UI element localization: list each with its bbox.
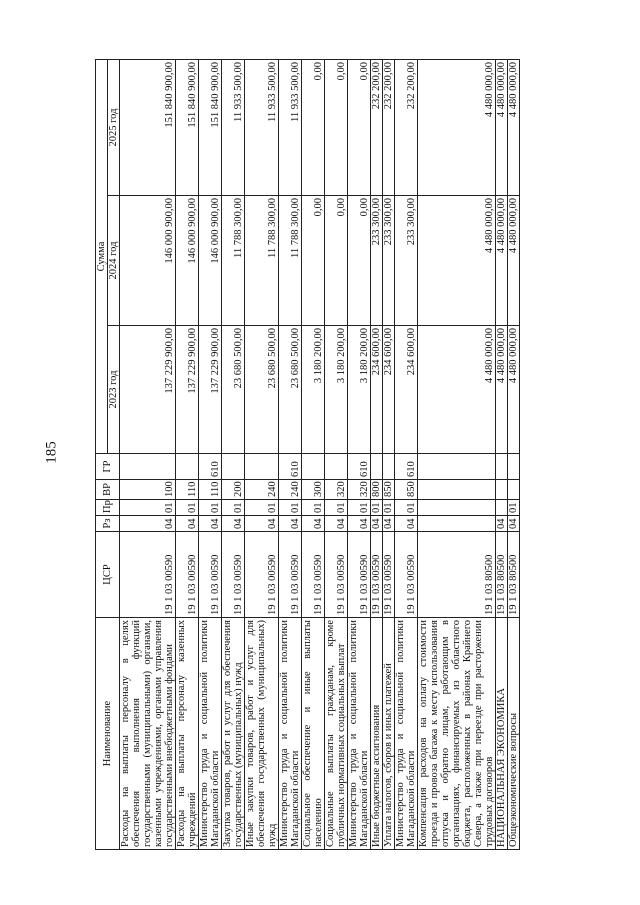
cell-y2024: 4 480 000,00 [418,196,496,326]
cell-name: Компенсация расходов на оплату стоимости проезда и провоза багажа к месту использования отпуска и обратно лицам, работающим в организациях, финансируемых из областного бюджета, расположенных в районах Крайнего Севера, а также при переезде при расторжении трудовых договоров [418,618,496,850]
cell-y2025: 0,00 [325,60,348,196]
cell-csr: 19 1 03 00590 [279,532,302,618]
cell-rz: 04 [222,516,245,532]
cell-y2025: 4 480 000,00 [496,60,508,196]
header-row [96,60,108,850]
cell-rz: 04 [348,516,371,532]
cell-vr: 240 [279,480,302,500]
cell-csr: 19 1 03 00590 [371,532,383,618]
cell-vr: 800 [371,480,383,500]
header-2023: 2023 год [108,326,120,454]
cell-csr: 19 1 03 00590 [222,532,245,618]
cell-vr [508,480,520,500]
cell-y2023: 234 600,00 [395,326,418,454]
header-vr: ВР [96,480,120,500]
table-row [395,60,418,850]
cell-rz: 04 [245,516,279,532]
cell-y2023: 3 180 200,00 [302,326,325,454]
cell-vr: 850 [395,480,418,500]
table-row [496,60,508,850]
cell-y2025: 11 933 500,00 [222,60,245,196]
cell-name: Иные закупки товаров, работ и услуг для обеспечения государственных (муниципальных) нужд [245,618,279,850]
cell-y2024: 11 788 300,00 [279,196,302,326]
cell-vr [418,480,496,500]
table-row [120,60,176,850]
table-row [371,60,383,850]
table-body [120,60,520,850]
cell-y2024: 11 788 300,00 [222,196,245,326]
cell-y2024: 146 000 900,00 [120,196,176,326]
table-row [302,60,325,850]
cell-pr: 01 [245,500,279,516]
cell-y2023: 4 480 000,00 [508,326,520,454]
cell-gr [383,454,395,480]
cell-csr: 19 1 03 00590 [176,532,199,618]
cell-rz: 04 [395,516,418,532]
cell-pr: 01 [383,500,395,516]
cell-y2025: 232 200,00 [383,60,395,196]
cell-y2024: 11 788 300,00 [245,196,279,326]
table-row [279,60,302,850]
cell-pr: 01 [325,500,348,516]
cell-y2024: 233 300,00 [383,196,395,326]
cell-rz: 04 [176,516,199,532]
cell-y2025: 151 840 900,00 [199,60,222,196]
table-row [245,60,279,850]
header-rz: Рз [96,516,120,532]
cell-pr: 01 [508,500,520,516]
cell-vr: 100 [120,480,176,500]
cell-y2024: 0,00 [302,196,325,326]
cell-y2023: 23 680 500,00 [222,326,245,454]
cell-pr: 01 [120,500,176,516]
cell-pr [418,500,496,516]
cell-pr: 01 [371,500,383,516]
cell-y2025: 11 933 500,00 [279,60,302,196]
cell-name: Министерство труда и социальной политики Магаданской области [279,618,302,850]
cell-y2025: 232 200,00 [395,60,418,196]
cell-name: Социальные выплаты гражданам, кроме публичных нормативных социальных выплат [325,618,348,850]
cell-y2023: 137 229 900,00 [120,326,176,454]
cell-vr [496,480,508,500]
cell-csr: 19 1 03 00590 [120,532,176,618]
budget-table-container [95,60,585,850]
cell-y2024: 233 300,00 [371,196,383,326]
cell-rz: 04 [371,516,383,532]
cell-gr: 610 [199,454,222,480]
cell-y2025: 4 480 000,00 [508,60,520,196]
cell-y2023: 3 180 200,00 [325,326,348,454]
cell-y2025: 11 933 500,00 [245,60,279,196]
cell-vr: 320 [325,480,348,500]
cell-csr: 19 1 03 80500 [496,532,508,618]
cell-csr: 19 1 03 80500 [418,532,496,618]
cell-gr [418,454,496,480]
header-2025: 2025 год [108,60,120,196]
cell-csr: 19 1 03 00590 [395,532,418,618]
cell-gr [176,454,199,480]
cell-vr: 110 [176,480,199,500]
cell-y2025: 151 840 900,00 [120,60,176,196]
budget-table [95,59,520,850]
cell-csr: 19 1 03 00590 [383,532,395,618]
cell-y2024: 0,00 [325,196,348,326]
cell-y2024: 146 000 900,00 [176,196,199,326]
table-row [199,60,222,850]
cell-gr [508,454,520,480]
cell-gr [325,454,348,480]
cell-gr: 610 [395,454,418,480]
table-row [325,60,348,850]
cell-pr: 01 [395,500,418,516]
header-pr: Пр [96,500,120,516]
cell-rz [418,516,496,532]
cell-name: Уплата налогов, сборов и иных платежей [383,618,395,850]
cell-name: Общеэкономические вопросы [508,618,520,850]
cell-csr: 19 1 03 00590 [348,532,371,618]
cell-name: Министерство труда и социальной политики Магаданской области [199,618,222,850]
cell-y2023: 137 229 900,00 [199,326,222,454]
cell-pr: 01 [302,500,325,516]
header-sum: Сумма [96,60,108,454]
cell-pr: 01 [222,500,245,516]
cell-vr: 110 [199,480,222,500]
header-csr: ЦСР [96,532,120,618]
cell-vr: 320 [348,480,371,500]
cell-pr: 01 [176,500,199,516]
cell-vr: 300 [302,480,325,500]
cell-y2025: 151 840 900,00 [176,60,199,196]
cell-rz: 04 [508,516,520,532]
table-row [176,60,199,850]
cell-csr: 19 1 03 00590 [199,532,222,618]
table-row [418,60,496,850]
table-row [383,60,395,850]
cell-pr [496,500,508,516]
cell-y2025: 4 480 000,00 [418,60,496,196]
cell-y2023: 23 680 500,00 [245,326,279,454]
cell-y2024: 146 000 900,00 [199,196,222,326]
cell-pr: 01 [279,500,302,516]
cell-rz: 04 [325,516,348,532]
cell-rz: 04 [383,516,395,532]
header-name: Наименование [96,618,120,850]
cell-name: Расходы на выплаты персоналу в целях обеспечения выполнения функций государственными (муниципальными) органами, казенными учреждениями, органами управления государственными внебюджетными фондами [120,618,176,850]
cell-y2023: 137 229 900,00 [176,326,199,454]
cell-name: НАЦИОНАЛЬНАЯ ЭКОНОМИКА [496,618,508,850]
cell-rz: 04 [199,516,222,532]
cell-rz: 04 [120,516,176,532]
cell-pr: 01 [199,500,222,516]
cell-name: Расходы на выплаты персоналу казенных учреждений [176,618,199,850]
cell-rz: 04 [496,516,508,532]
header-gr: ГР [96,454,120,480]
cell-y2024: 4 480 000,00 [508,196,520,326]
cell-y2023: 234 600,00 [371,326,383,454]
cell-y2023: 4 480 000,00 [418,326,496,454]
cell-y2024: 233 300,00 [395,196,418,326]
cell-rz: 04 [302,516,325,532]
table-row [508,60,520,850]
cell-gr [245,454,279,480]
cell-vr: 200 [222,480,245,500]
cell-y2024: 0,00 [348,196,371,326]
cell-gr: 610 [279,454,302,480]
cell-vr: 850 [383,480,395,500]
cell-vr: 240 [245,480,279,500]
cell-pr: 01 [348,500,371,516]
cell-gr [302,454,325,480]
cell-y2024: 4 480 000,00 [496,196,508,326]
cell-name: Социальное обеспечение и иные выплаты населению [302,618,325,850]
cell-name: Иные бюджетные ассигнования [371,618,383,850]
cell-name: Закупка товаров, работ и услуг для обеспечения государственных (муниципальных) нужд [222,618,245,850]
cell-gr [371,454,383,480]
table-row [348,60,371,850]
cell-gr [120,454,176,480]
cell-csr: 19 1 03 00590 [302,532,325,618]
cell-y2023: 23 680 500,00 [279,326,302,454]
page-number: 185 [43,441,60,464]
cell-y2025: 0,00 [302,60,325,196]
cell-gr [222,454,245,480]
cell-y2023: 3 180 200,00 [348,326,371,454]
cell-csr: 19 1 03 80500 [508,532,520,618]
cell-y2025: 232 200,00 [371,60,383,196]
cell-y2023: 234 600,00 [383,326,395,454]
cell-y2023: 4 480 000,00 [496,326,508,454]
cell-rz: 04 [279,516,302,532]
cell-gr [496,454,508,480]
header-2024: 2024 год [108,196,120,326]
table-row [222,60,245,850]
cell-name: Министерство труда и социальной политики Магаданской области [395,618,418,850]
cell-csr: 19 1 03 00590 [245,532,279,618]
cell-gr: 610 [348,454,371,480]
cell-name: Министерство труда и социальной политики Магаданской области [348,618,371,850]
cell-csr: 19 1 03 00590 [325,532,348,618]
cell-y2025: 0,00 [348,60,371,196]
